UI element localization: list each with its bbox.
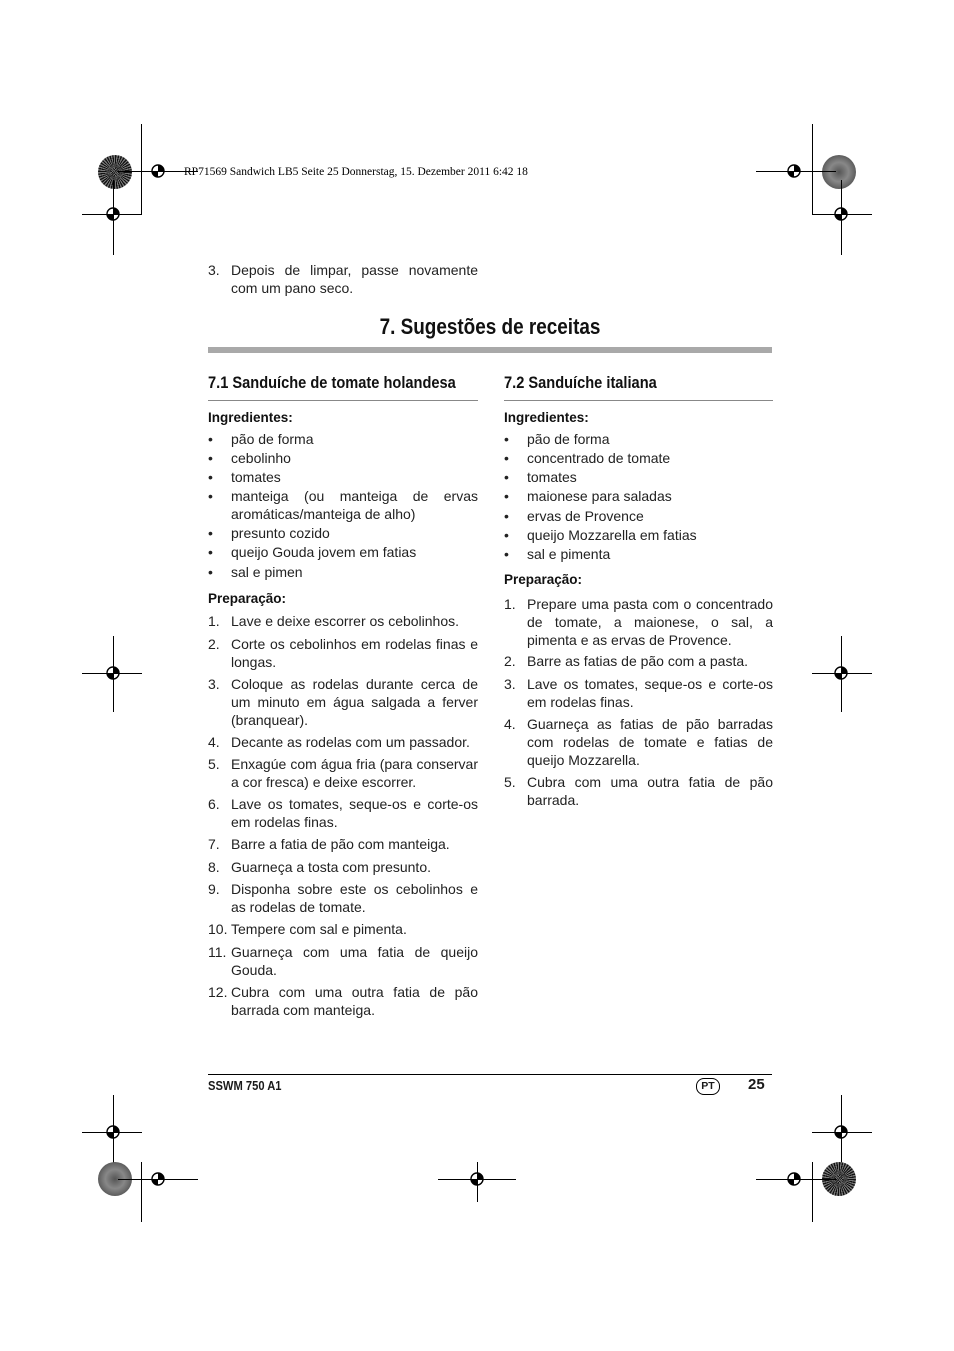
print-slug: RP71569 Sandwich LB5 Seite 25 Donnerstag, 15. Dezember 2011 6:42 18 (184, 166, 528, 178)
bullet-icon: • (504, 546, 509, 562)
crosshair-icon (150, 163, 166, 179)
crosshair-icon (150, 1171, 166, 1187)
step-text: Guarneça as fatias de pão barradas com rodelas de tomate e fatias de queijo Mozzarella. (527, 716, 773, 768)
step-number: 5. (504, 774, 516, 790)
crosshair-icon (833, 665, 849, 681)
crosshair-icon (833, 206, 849, 222)
crosshair-icon (786, 1171, 802, 1187)
language-badge: PT (696, 1078, 720, 1095)
bullet-icon: • (208, 488, 213, 504)
step-number: 11. (208, 944, 227, 960)
ingredient-text: concentrado de tomate (527, 450, 671, 466)
ingredient-text: pão de forma (527, 431, 610, 447)
bullet-icon: • (208, 564, 213, 580)
bullet-icon: • (504, 469, 509, 485)
title-bar (208, 347, 772, 353)
step-number: 1. (504, 596, 516, 612)
step-text: Coloque as rodelas durante cerca de um minuto em água salgada a ferver (branquear). (231, 676, 478, 728)
step-text: Lave os tomates, seque-os e corte-os em rodelas finas. (527, 676, 773, 710)
crosshair-icon (105, 206, 121, 222)
step-text: Disponha sobre este os cebolinhos e as rodelas de tomate. (231, 881, 478, 915)
step-number: 10. (208, 921, 228, 937)
ingredient-text: pão de forma (231, 431, 314, 447)
page-title: 7. Sugestões de receitas (379, 314, 601, 339)
bullet-icon: • (208, 431, 213, 447)
section-title-right: 7.2 Sanduíche italiana (504, 373, 657, 392)
section-rule-right (504, 400, 773, 401)
step-text: Cubra com uma outra fatia de pão barrada. (527, 774, 773, 808)
step-number: 4. (208, 734, 220, 750)
step-text: Cubra com uma outra fatia de pão barrada com manteiga. (231, 984, 478, 1018)
step-number: 1. (208, 613, 220, 629)
bullet-icon: • (208, 469, 213, 485)
ingredient-text: presunto cozido (231, 525, 330, 541)
crosshair-icon (469, 1171, 485, 1187)
bullet-icon: • (208, 525, 213, 541)
ingredient-text: tomates (527, 469, 577, 485)
footer-rule (208, 1074, 772, 1075)
step-text: Prepare uma pasta com o concentrado de tomate, a maionese, o sal, a pimenta e as ervas de Provence. (527, 596, 773, 648)
ingredient-text: sal e pimen (231, 564, 303, 580)
bullet-icon: • (504, 450, 509, 466)
bullet-icon: • (504, 431, 509, 447)
step-number: 3. (208, 262, 220, 278)
step-number: 4. (504, 716, 516, 732)
ingredient-text: maionese para saladas (527, 488, 672, 504)
step-text: Enxagúe com água fria (para conservar a cor fresca) e deixe escorrer. (231, 756, 478, 790)
bullet-icon: • (504, 508, 509, 524)
step-number: 8. (208, 859, 220, 875)
section-rule-left (208, 400, 478, 401)
step-number: 9. (208, 881, 220, 897)
section-title-left: 7.1 Sanduíche de tomate holandesa (208, 373, 456, 392)
crosshair-icon (105, 665, 121, 681)
step-text: Guarneça com uma fatia de queijo Gouda. (231, 944, 478, 978)
ingredients-label-right: Ingredientes: (504, 410, 589, 425)
registration-disc-icon (98, 155, 132, 189)
page-number: 25 (748, 1076, 765, 1093)
prep-label-left: Preparação: (208, 591, 287, 606)
step-number: 3. (208, 676, 220, 692)
step-text: Lave e deixe escorrer os cebolinhos. (231, 613, 460, 629)
step-number: 2. (208, 636, 220, 652)
step-text: Tempere com sal e pimenta. (231, 921, 407, 937)
crosshair-icon (833, 1124, 849, 1140)
bullet-icon: • (208, 450, 213, 466)
ingredient-text: ervas de Provence (527, 508, 644, 524)
ingredient-text: cebolinho (231, 450, 291, 466)
step-text: Depois de limpar, passe novamente com um pano seco. (231, 262, 478, 296)
crosshair-icon (105, 1124, 121, 1140)
crosshair-icon (786, 163, 802, 179)
ingredient-text: tomates (231, 469, 281, 485)
bullet-icon: • (504, 527, 509, 543)
step-text: Barre as fatias de pão com a pasta. (527, 653, 749, 669)
ingredients-label-left: Ingredientes: (208, 410, 293, 425)
prep-label-right: Preparação: (504, 572, 583, 587)
step-number: 6. (208, 796, 220, 812)
model-number: SSWM 750 A1 (208, 1078, 282, 1093)
registration-disc-icon (822, 155, 856, 189)
ingredient-text: manteiga (ou manteiga de ervas aromáticas/manteiga de alho) (231, 488, 478, 522)
step-number: 5. (208, 756, 220, 772)
step-text: Corte os cebolinhos em rodelas finas e longas. (231, 636, 478, 670)
step-number: 7. (208, 836, 220, 852)
step-number: 3. (504, 676, 516, 692)
bullet-icon: • (208, 544, 213, 560)
ingredient-text: sal e pimenta (527, 546, 611, 562)
step-number: 12. (208, 984, 228, 1000)
step-text: Barre a fatia de pão com manteiga. (231, 836, 450, 852)
ingredient-text: queijo Gouda jovem em fatias (231, 544, 417, 560)
ingredient-text: queijo Mozzarella em fatias (527, 527, 697, 543)
step-number: 2. (504, 653, 516, 669)
step-text: Guarneça a tosta com presunto. (231, 859, 431, 875)
step-text: Lave os tomates, seque-os e corte-os em rodelas finas. (231, 796, 478, 830)
bullet-icon: • (504, 488, 509, 504)
step-text: Decante as rodelas com um passador. (231, 734, 470, 750)
